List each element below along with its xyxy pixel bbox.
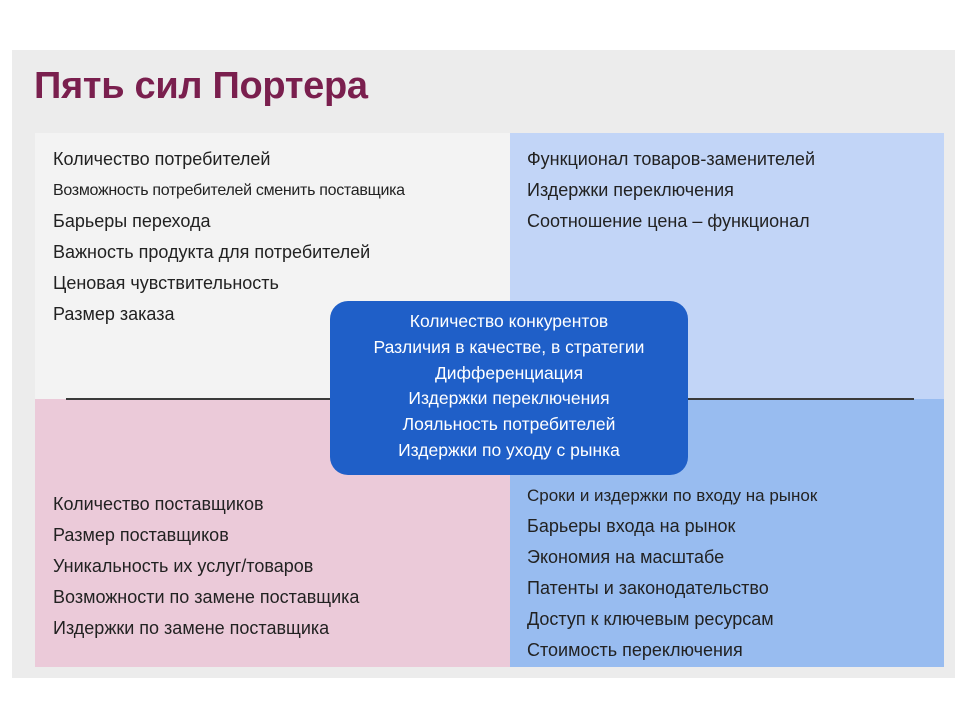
list-item: Количество потребителей (53, 149, 271, 169)
list-item: Ценовая чувствительность (53, 273, 279, 293)
list-item: Уникальность их услуг/товаров (53, 556, 314, 576)
list-item: Патенты и законодательство (527, 578, 769, 598)
list-item: Экономия на масштабе (527, 547, 725, 567)
list-item: Соотношение цена – функционал (527, 211, 810, 231)
list-item: Возможности по замене поставщика (53, 587, 360, 607)
list-item: Издержки по замене поставщика (53, 618, 330, 638)
suppliers-factors-list (53, 489, 359, 644)
list-item: Издержки переключения (408, 388, 610, 409)
rivalry-factors-list (330, 309, 688, 464)
new-entrants-factors-list (527, 480, 817, 666)
list-item: Стоимость переключения (527, 640, 743, 660)
list-item: Возможность потребителей сменить поставщика (53, 182, 405, 199)
list-item: Количество конкурентов (409, 311, 609, 331)
list-item: Барьеры входа на рынок (527, 516, 736, 536)
list-item: Издержки переключения (527, 180, 734, 200)
list-item: Издержки по уходу с рынка (398, 439, 620, 460)
list-item: Доступ к ключевым ресурсам (527, 609, 774, 629)
list-item: Дифференциация (434, 362, 584, 383)
list-item: Различия в качестве, в стратегии (373, 336, 645, 357)
slide-title: Пять сил Портера (34, 65, 368, 107)
list-item: Лояльность потребителей (402, 414, 616, 435)
list-item: Сроки и издержки по входу на рынок (527, 486, 818, 505)
list-item: Барьеры перехода (53, 211, 211, 231)
list-item: Функционал товаров-заменителей (527, 149, 815, 169)
list-item: Размер заказа (53, 304, 175, 324)
list-item: Важность продукта для потребителей (53, 242, 371, 262)
substitutes-factors-list (527, 144, 815, 237)
list-item: Количество поставщиков (53, 494, 264, 514)
rivalry-center-box (330, 301, 688, 475)
list-item: Размер поставщиков (53, 525, 229, 545)
